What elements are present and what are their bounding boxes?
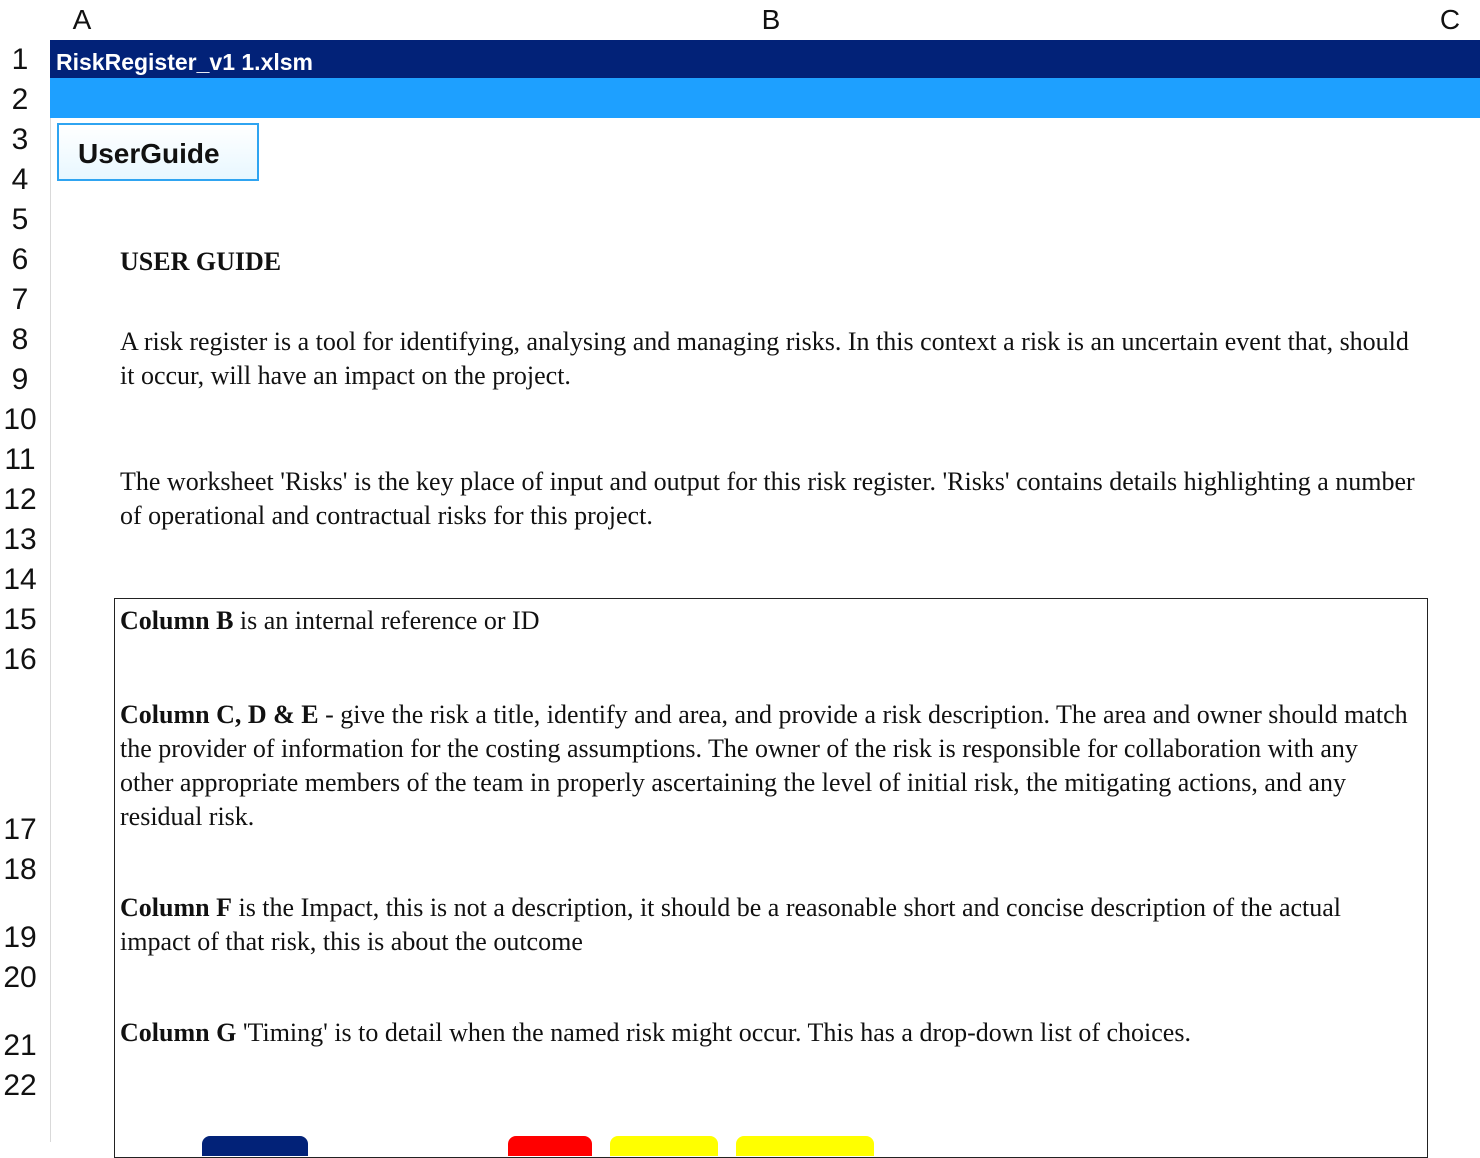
row-number-17[interactable]: 17 <box>3 813 37 846</box>
column-guide-label: Column G <box>120 1018 237 1047</box>
sheet-tab-yellow-2[interactable] <box>736 1136 874 1156</box>
row-number-8[interactable]: 8 <box>11 323 29 356</box>
row-number-2[interactable]: 2 <box>11 83 29 116</box>
column-guide-item <box>120 698 1410 834</box>
row-number-6[interactable]: 6 <box>11 243 29 276</box>
row-number-10[interactable]: 10 <box>3 403 37 436</box>
row-number-14[interactable]: 14 <box>3 563 37 596</box>
column-guide-item <box>120 604 1410 638</box>
row-number-13[interactable]: 13 <box>3 523 37 556</box>
row-number-15[interactable]: 15 <box>3 603 37 636</box>
column-guide-label: Column B <box>120 606 234 635</box>
column-guide-label: Column C, D & E <box>120 700 319 729</box>
sheet-tab-yellow[interactable] <box>610 1136 718 1156</box>
column-guide-text: is the Impact, this is not a description, it should be a reasonable short and concise description of the actual impact of that risk, this is about the outcome <box>120 893 1342 956</box>
column-guide-text: - give the risk a title, identify and area, and provide a risk description. The area and owner should match the provider of information for the costing assumptions. The owner of the risk is responsible for collaboration with any other appropriate members of the team in properly ascertaining the level of initial risk, the mitigating actions, and any residual risk. <box>120 700 1408 831</box>
row-number-16[interactable]: 16 <box>3 643 37 676</box>
row-number-20[interactable]: 20 <box>3 961 37 994</box>
user-guide-button[interactable]: UserGuide <box>57 123 259 181</box>
row-header-column <box>0 40 51 1142</box>
column-guide-box <box>114 598 1428 1158</box>
row-number-12[interactable]: 12 <box>3 483 37 516</box>
column-guide-text: 'Timing' is to detail when the named risk might occur. This has a drop-down list of choices. <box>236 1018 1191 1047</box>
row-number-22[interactable]: 22 <box>3 1069 37 1102</box>
file-name: RiskRegister_v1 1.xlsm <box>56 49 313 75</box>
sheet-tab-red[interactable] <box>508 1136 592 1156</box>
header-band <box>50 78 1480 118</box>
column-guide-text: is an internal reference or ID <box>233 606 540 635</box>
row-number-7[interactable]: 7 <box>11 283 29 316</box>
worksheet-paragraph: The worksheet 'Risks' is the key place of input and output for this risk register. 'Risks' contains details highlighting a number of operational and contractual risks for this project. <box>120 467 1415 530</box>
column-header-b[interactable]: B <box>761 4 781 35</box>
column-guide-item <box>120 1016 1410 1050</box>
row-number-21[interactable]: 21 <box>3 1029 37 1062</box>
user-guide-heading: USER GUIDE <box>120 247 282 276</box>
sheet-tab-navy[interactable] <box>202 1136 308 1156</box>
row-number-18[interactable]: 18 <box>3 853 37 886</box>
row-number-11[interactable]: 11 <box>4 443 36 476</box>
row-number-9[interactable]: 9 <box>11 363 29 396</box>
column-guide-item <box>120 891 1410 959</box>
title-bar <box>50 40 1480 78</box>
intro-paragraph: A risk register is a tool for identifying, analysing and managing risks. In this context a risk is an uncertain event that, should it occur, will have an impact on the project. <box>120 327 1409 390</box>
column-header-c[interactable]: C <box>1439 4 1461 35</box>
column-guide-label: Column F <box>120 893 232 922</box>
row-number-3[interactable]: 3 <box>11 123 29 156</box>
row-number-5[interactable]: 5 <box>11 203 29 236</box>
row-number-4[interactable]: 4 <box>11 163 29 196</box>
column-header-a[interactable]: A <box>72 4 92 35</box>
row-number-1[interactable]: 1 <box>11 43 29 76</box>
row-number-19[interactable]: 19 <box>3 921 37 954</box>
